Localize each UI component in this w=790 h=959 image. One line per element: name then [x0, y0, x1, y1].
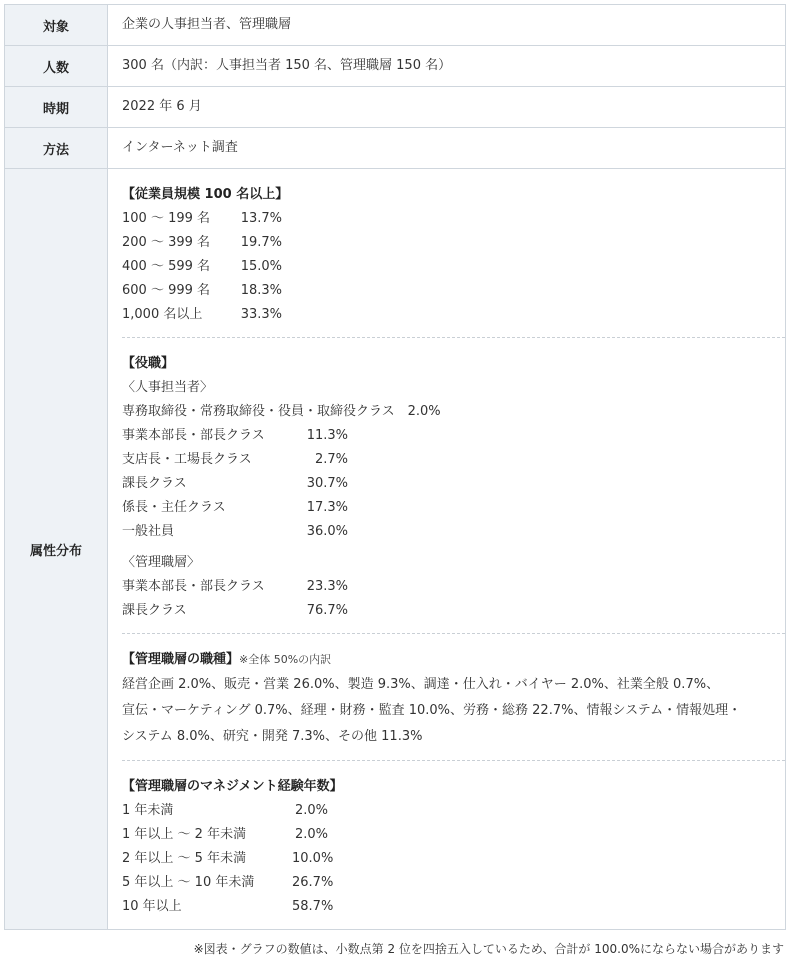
list-item: 事業本部長・部長クラス 23.3% — [122, 579, 348, 594]
list-item: 1,000 名以上 33.3% — [122, 307, 282, 322]
footnote: ※図表・グラフの数値は、小数点第 2 位を四捨五入しているため、合計が 100.0%にならない場合があります — [193, 942, 784, 956]
mgr-subheading: 〈管理職層〉 — [122, 555, 201, 570]
list-item: 課長クラス 30.7% — [122, 476, 348, 491]
list-item: 5 年以上 〜 10 年未満 26.7% — [122, 875, 334, 890]
job-type-note: ※全体 50%の内訳 — [239, 653, 332, 666]
list-item: 係長・主任クラス 17.3% — [122, 500, 348, 515]
hr-subheading: 〈人事担当者〉 — [122, 380, 214, 395]
job-type-line: 経営企画 2.0%、販売・営業 26.0%、製造 9.3%、調達・仕入れ・バイヤー 2.0%、社業全般 0.7%、 — [122, 677, 720, 692]
list-item: 600 〜 999 名 18.3% — [122, 283, 282, 298]
list-item: 課長クラス 76.7% — [122, 603, 348, 618]
list-item: 1 年未満 2.0% — [122, 803, 328, 818]
list-item: 400 〜 599 名 15.0% — [122, 259, 282, 274]
row-value-period: 2022 年 6 月 — [108, 87, 786, 128]
company-size-section — [122, 169, 785, 337]
attributes-cell — [108, 169, 786, 930]
row-value-count: 300 名（内訳：人事担当者 150 名、管理職層 150 名） — [108, 46, 786, 87]
experience-section — [122, 760, 785, 929]
row-label-period: 時期 — [5, 87, 108, 128]
list-item: 1 年以上 〜 2 年未満 2.0% — [122, 827, 328, 842]
row-value-method: インターネット調査 — [108, 128, 786, 169]
list-item: 専務取締役・常務取締役・役員・取締役クラス 2.0% — [122, 404, 441, 419]
job-type-line: システム 8.0%、研究・開発 7.3%、その他 11.3% — [122, 729, 423, 744]
job-type-line: 宣伝・マーケティング 0.7%、経理・財務・監査 10.0%、労務・総務 22.7%、情報システム・情報処理・ — [122, 703, 742, 718]
row-target — [5, 5, 786, 46]
job-type-section — [122, 633, 785, 760]
list-item: 支店長・工場長クラス 2.7% — [122, 452, 348, 467]
list-item: 事業本部長・部長クラス 11.3% — [122, 428, 348, 443]
list-item: 一般社員 36.0% — [122, 524, 348, 539]
list-item: 200 〜 399 名 19.7% — [122, 235, 282, 250]
company-size-heading: 【従業員規模 100 名以上】 — [122, 187, 289, 202]
job-type-heading: 【管理職層の職種】※全体 50%の内訳 — [122, 652, 332, 667]
row-label-attributes: 属性分布 — [5, 169, 108, 930]
row-value-target: 企業の人事担当者、管理職層 — [108, 5, 786, 46]
experience-heading: 【管理職層のマネジメント経験年数】 — [122, 779, 343, 794]
list-item: 100 〜 199 名 13.7% — [122, 211, 282, 226]
row-period — [5, 87, 786, 128]
row-label-method: 方法 — [5, 128, 108, 169]
position-heading: 【役職】 — [122, 356, 175, 371]
row-method — [5, 128, 786, 169]
position-section — [122, 337, 785, 633]
row-label-count: 人数 — [5, 46, 108, 87]
row-label-target: 対象 — [5, 5, 108, 46]
survey-table — [4, 4, 786, 930]
list-item: 10 年以上 58.7% — [122, 899, 334, 914]
row-count — [5, 46, 786, 87]
list-item: 2 年以上 〜 5 年未満 10.0% — [122, 851, 334, 866]
row-attributes — [5, 169, 786, 930]
